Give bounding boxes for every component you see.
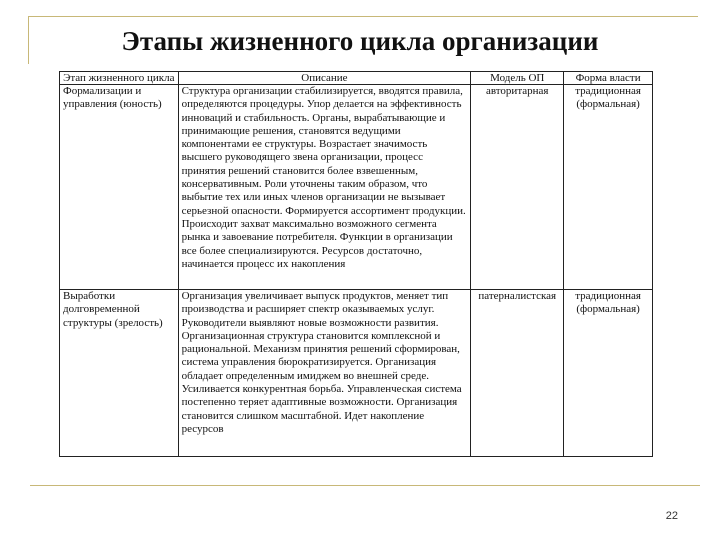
cell-stage: Выработки долговременной структуры (зрелость) — [60, 290, 179, 457]
table-header-row — [60, 72, 653, 85]
cell-description: Организация увеличивает выпуск продуктов, меняет тип производства и расширяет спектр оказываемых услуг. Руководители выявляют новые возможности развития. Организационная структура становится комплексной и рациональной. Механизм принятия решений сформирован, система управления бюрократизируется. Организация обладает определенным имиджем во внешней среде. Усиливается конкурентная борьба. Управленческая система постепенно теряет адаптивные возможности. Организация становится слишком масштабной. Идет накопление ресурсов — [178, 290, 471, 457]
table-row — [60, 85, 653, 290]
cell-power: традиционная (формальная) — [564, 290, 653, 457]
cell-model: авторитарная — [471, 85, 564, 290]
frame-bottom-line — [30, 485, 700, 486]
header-description: Описание — [178, 72, 471, 85]
lifecycle-table — [59, 71, 653, 457]
page-number: 22 — [665, 510, 678, 522]
header-power: Форма власти — [564, 72, 653, 85]
table-row — [60, 290, 653, 457]
cell-description: Структура организации стабилизируется, вводятся правила, определяются процедуры. Упор делается на эффективность инноваций и стабильность. Органы, вырабатывающие и принимающие решения, становятся ведущими компонентами ее структуры. Возрастает значимость высшего руководящего звена организации, процесс принятия решений становится более взвешенным, консервативным. Роли уточнены таким образом, что выбытие тех или иных членов организации не вызывает серьезной опасности. Формируется ассортимент продукции. Происходит захват максимально возможного сегмента рынка и завоевание потребителя. Функции в организации все более специализируются. Ресурсов достаточно, начинается процесс их накопления — [178, 85, 471, 290]
header-stage: Этап жизненного цикла — [60, 72, 179, 85]
cell-power: традиционная (формальная) — [564, 85, 653, 290]
slide-title: Этапы жизненного цикла организации — [121, 26, 599, 56]
header-model: Модель ОП — [471, 72, 564, 85]
cell-model: патерналистская — [471, 290, 564, 457]
cell-stage: Формализации и управления (юность) — [60, 85, 179, 290]
frame-top-line — [28, 16, 698, 17]
